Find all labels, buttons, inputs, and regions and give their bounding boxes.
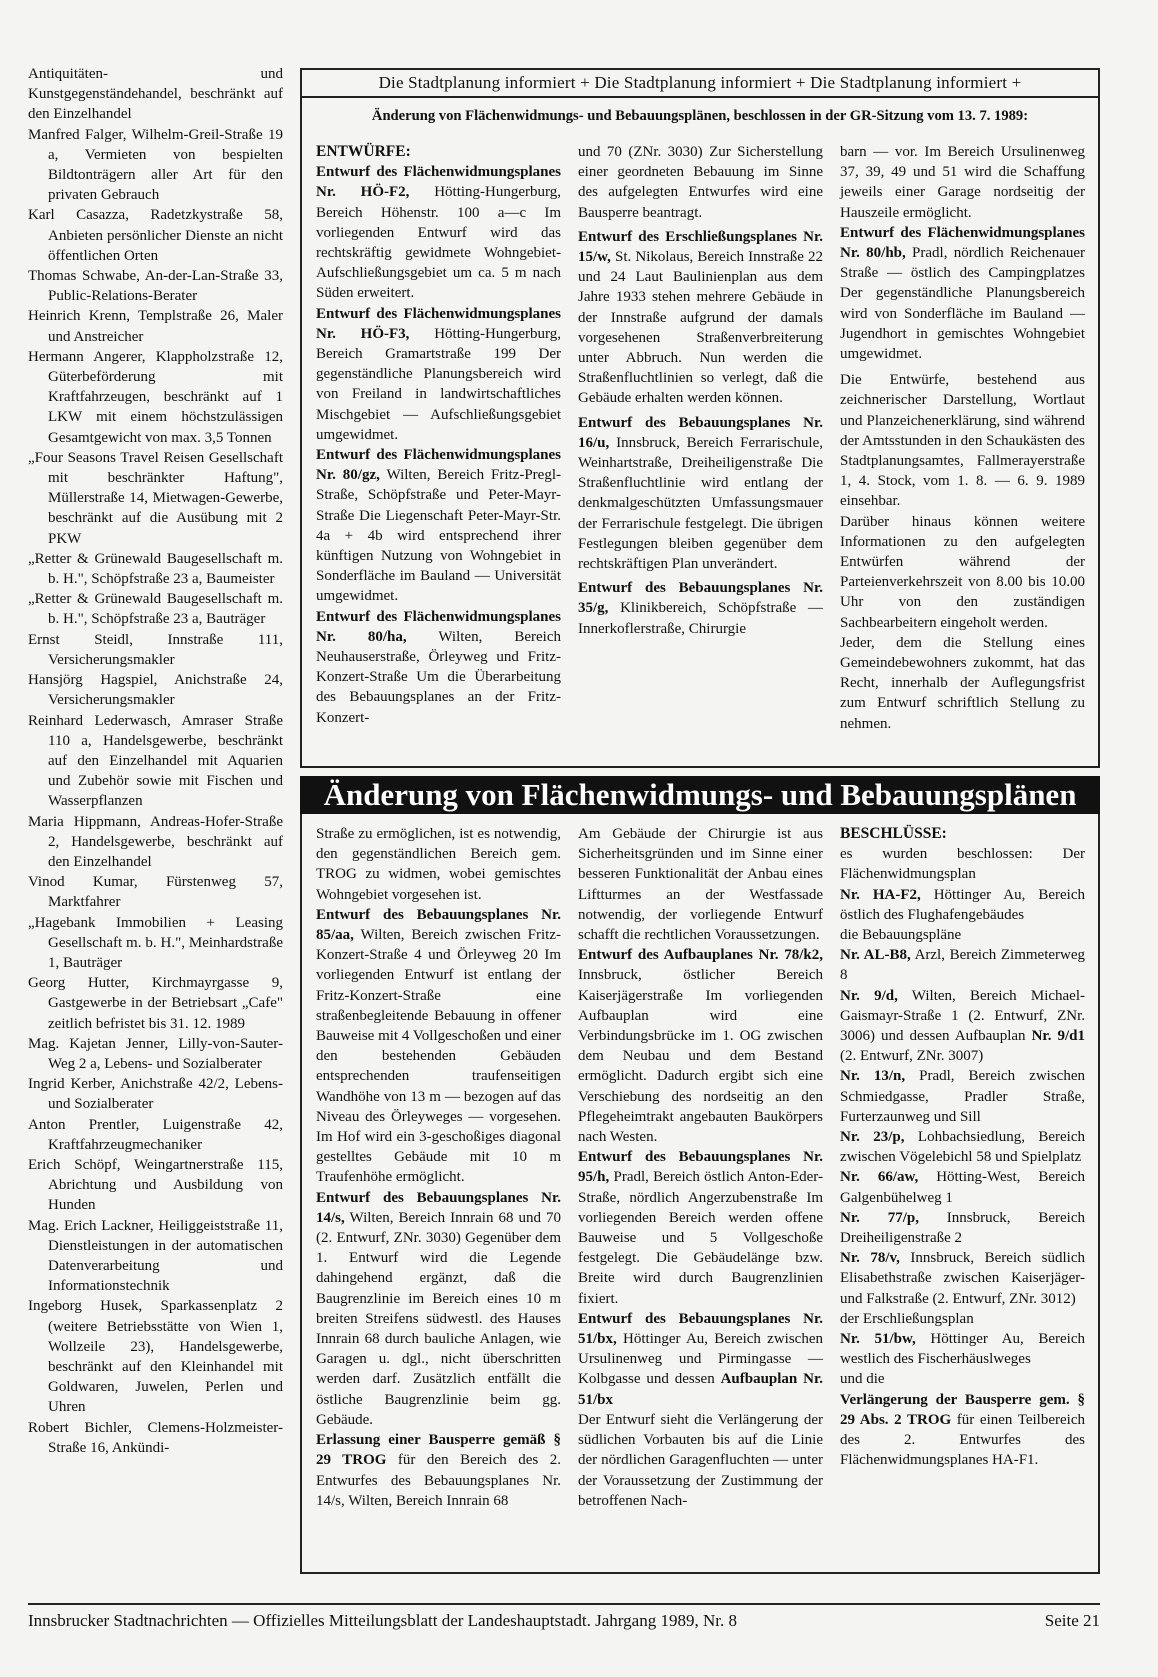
list-item: Reinhard Lederwasch, Amraser Straße 110 a, Handelsgewerbe, beschränkt auf den Einzelhandel mit Aquarien und Zubehör sowie mit Fischen und Wasserpflanzen — [28, 712, 283, 810]
plan-text: Straße zu ermöglichen, ist es notwendig, den gegenständlichen Bereich gem. TROG zu widmen, wobei gemischtes Wohngebiet vorgesehen ist. — [316, 826, 561, 903]
plan-text: Innsbruck, östlicher Bereich Kaiserjägerstraße Im vorliegenden Aufbauplan wird eine Verbindungsbrücke im 1. OG zwischen dem Neubau und dem Bestand ermöglicht. Dadurch ergibt sich eine Verschiebung des nordseitig an den Pflegeheimtrakt angebauten Baukörpers nach Westen. — [578, 967, 823, 1146]
plan-text: Hötting-West, Bereich Galgenbühelweg 1 — [840, 1169, 1085, 1206]
bottom-column-3 — [840, 824, 1085, 1471]
plan-heading: Entwurf des Bebauungsplanes Nr. 51/bx, — [578, 1310, 823, 1348]
list-item: Hansjörg Hagspiel, Anichstraße 24, Versicherungsmakler — [28, 672, 283, 709]
plan-text: (2. Entwurf, ZNr. 3007) — [840, 1048, 984, 1065]
plan-heading: Aufbauplan Nr. 51/bx — [578, 1371, 823, 1408]
list-item: Antiquitäten- und Kunstgegenständehandel, beschränkt auf den Einzelhandel — [28, 66, 283, 123]
plan-text: der Erschließungsplan — [840, 1310, 974, 1327]
plan-text: Pradl, Bereich östlich Anton-Eder-Straße, nördlich Angerzubenstraße Im vorliegenden Bereich werden offene Bauweise und 5 Vollgeschoße festgelegt. Die Gebäudelänge bzw. Breite wird durch Baugrenzlinien fixiert. — [578, 1169, 823, 1307]
plan-text: Wilten, Bereich Fritz-Pregl-Straße, Schöpfstraße und Peter-Mayr-Straße Die Liegenschaft Peter-Mayr-Str. 4a + 4b wird entsprechend ihrer künftigen Nutzung von Wohngebiet in Sonderfläche im Bauland — Universität umgewidmet. — [316, 467, 561, 605]
plan-text: Wilten, Bereich Michael-Gaismayr-Straße 1 (2. Entwurf, ZNr. 3006) und dessen Aufbauplan — [840, 987, 1086, 1045]
list-item: Mag. Erich Lackner, Heiliggeiststraße 11, Dienstleistungen in der automatischen Datenverarbeitung und Informationstechnik — [28, 1217, 283, 1295]
plan-heading: Entwurf des Flächenwidmungsplanes Nr. HÖ-F3, — [316, 305, 561, 342]
plan-text: Wilten, Bereich Innrain 68 und 70 (2. Entwurf, ZNr. 3030) Gegenüber dem 1. Entwurf wird die Legende dahingehend ergänzt, daß die Baugrenzlinie im Bereich eines 10 m breiten Streifens südwestl. des Hauses Innrain 68 durch bauliche Anlagen, wie Garagen u. dgl., nicht überschritten werden darf. Zusätzlich entfällt die östliche Baugrenzlinie beim gg. Gebäude. — [316, 1209, 561, 1428]
plan-heading: Entwurf des Erschließungsplanes Nr. 15/w, — [578, 228, 823, 266]
plan-heading: Entwurf des Bebauungsplanes Nr. 95/h, — [578, 1149, 823, 1186]
plan-text: Pradl, nördlich Reichenauer Straße — östlich des Campingplatzes Der gegenständliche Planungsbereich wird von Sonderfläche im Bauland — Jugendhort in gemischtes Wohngebiet umgewidmet. — [840, 245, 1086, 363]
plan-text: es wurden beschlossen: Der Flächenwidmungsplan — [840, 846, 1085, 883]
plan-heading: Nr. 78/v, — [840, 1250, 900, 1267]
plan-heading: Entwurf des Flächenwidmungsplanes Nr. 80/hb, — [840, 224, 1085, 262]
plan-text: Hötting-Hungerburg, Bereich Gramartstraße 199 Der gegenständliche Planungsbereich wird von Freiland in landwirtschaftliches Mischgebiet — Aufschließungsgebiet umgewidmet. — [316, 325, 561, 443]
list-item: Ingeborg Husek, Sparkassenplatz 2 (weitere Betriebsstätte von Wien 1, Wollzeile 23), Handelsgewerbe, beschränkt auf den Kleinhandel mit Goldwaren, Juwelen, Perlen und Uhren — [28, 1298, 283, 1416]
plan-text: Lohbachsiedlung, Bereich zwischen Vögelebichl 58 und Spielplatz — [840, 1129, 1085, 1166]
plan-heading: Nr. 13/n, — [840, 1068, 906, 1085]
page-footer — [28, 1603, 1100, 1631]
list-item: Manfred Falger, Wilhelm-Greil-Straße 19 a, Vermieten von bespielten Bildtonträgern aller Art für den privaten Gebrauch — [28, 126, 283, 204]
plan-text: Am Gebäude der Chirurgie ist aus Sicherheitsgründen und im Sinne einer besseren Funktionalität der Anbau eines Liftturmes an der Westfassade notwendig, der vorliegende Entwurf schafft die rechtlichen Voraussetzungen. — [578, 826, 823, 944]
plan-heading: Entwurf des Aufbauplanes Nr. 78/k2, — [578, 947, 823, 964]
list-item: Heinrich Krenn, Templstraße 26, Maler und Anstreicher — [28, 308, 283, 345]
plan-text: Arzl, Bereich Zimmeterweg 8 — [840, 947, 1086, 984]
list-item: „Hagebank Immobilien + Leasing Gesellschaft m. b. H.", Meinhardstraße 1, Bauträger — [28, 914, 283, 971]
plan-text: Jeder, dem die Stellung eines Gemeindebewohners zukommt, hat das Recht, innerhalb der Auflegungsfrist zum Entwurf schriftlich Stellung zu nehmen. — [840, 634, 1085, 732]
plan-text: Hötting-Hungerburg, Bereich Höhenstr. 100 a—c Im vorliegenden Entwurf wird das rechtskräftig gewidmete Wohngebiet-Aufschließungsgebiet um ca. 5 m nach Süden erweitert. — [316, 184, 561, 302]
plan-heading: Nr. 9/d1 — [1031, 1028, 1085, 1045]
plan-heading: Nr. 23/p, — [840, 1129, 905, 1146]
plan-text: Höttinger Au, Bereich zwischen Ursulinenweg und Pirmingasse — Kolbgasse und dessen — [578, 1331, 823, 1388]
plan-heading: Entwurf des Bebauungsplanes Nr. 16/u, — [578, 414, 823, 451]
plan-heading: Nr. 9/d, — [840, 987, 898, 1004]
list-item: Mag. Kajetan Jenner, Lilly-von-Sauter-Weg 2 a, Lebens- und Sozialberater — [28, 1035, 283, 1072]
plan-text: Höttinger Au, Bereich westlich des Fischerhäuslweges — [840, 1331, 1085, 1368]
plan-heading: Nr. 66/aw, — [840, 1169, 919, 1186]
plan-text: Höttinger Au, Bereich östlich des Flughafengebäudes — [840, 886, 1085, 923]
plan-heading: Entwurf des Bebauungsplanes Nr. 85/aa, — [316, 906, 561, 944]
plan-text: St. Nikolaus, Bereich Innstraße 22 und 24 Laut Baulinienplan aus dem Jahre 1933 stehen mehrere Gebäude in der Innstraße aufgrund der damals vorgesehenen Straßenverbreiterung unter Abbruch. Nun werden die Straßenfluchtlinien so verlegt, daß die Gebäude erhalten werden können. — [578, 249, 823, 407]
plan-text: für einen Teilbereich des 2. Entwurfes des Flächenwidmungsplanes HA-F1. — [840, 1411, 1085, 1469]
list-item: Robert Bichler, Clemens-Holzmeister-Straße 16, Ankündi- — [28, 1419, 283, 1456]
section-title-bar: Änderung von Flächenwidmungs- und Bebauungsplänen — [300, 776, 1100, 814]
page-number: Seite 21 — [1044, 1611, 1100, 1630]
banner: Die Stadtplanung informiert + Die Stadtplanung informiert + Die Stadtplanung informiert + — [302, 70, 1098, 98]
top-column-1 — [316, 142, 561, 728]
plan-text: für den Bereich des 2. Entwurfes des Bebauungsplanes Nr. 14/s, Wilten, Bereich Innrain 68 — [316, 1452, 561, 1509]
list-item: „Retter & Grünewald Baugesellschaft m. b. H.", Schöpfstraße 23 a, Baumeister — [28, 550, 283, 588]
stadtplanung-box — [300, 68, 1100, 768]
plan-text: die Bebauungspläne — [840, 927, 962, 944]
plan-text: Innsbruck, Bereich südlich Elisabethstraße zwischen Kaiserjäger- und Falkstraße (2. Entwurf, ZNr. 3012) — [840, 1250, 1085, 1307]
left-column — [28, 64, 283, 1458]
plan-text: und die — [840, 1371, 885, 1388]
list-item: Anton Prentler, Luigenstraße 42, Kraftfahrzeugmechaniker — [28, 1116, 283, 1153]
bebauungsplan-box — [300, 814, 1100, 1574]
bottom-column-2 — [578, 824, 823, 1511]
bottom-column-1 — [316, 824, 561, 1511]
plan-text: Wilten, Bereich Neuhauserstraße, Örleyweg und Fritz-Konzert-Straße Um die Überarbeitung des Bebauungsplanes an der Fritz-Konzert- — [316, 628, 561, 726]
plan-text: Klinikbereich, Schöpfstraße — Innerkoflerstraße, Chirurgie — [578, 600, 823, 637]
section-heading: BESCHLÜSSE: — [840, 825, 947, 842]
plan-heading: Entwurf des Bebauungsplanes Nr. 14/s, — [316, 1189, 561, 1226]
plan-heading: Entwurf des Bebauungsplanes Nr. 35/g, — [578, 580, 823, 617]
plan-text: Die Entwürfe, bestehend aus zeichnerischer Darstellung, Wortlaut und Planzeichenerklärung, sind während der Amtsstunden in den Schaukästen des Stadtplanungsamtes, Fallmerayerstraße 1, 4. Stock, vom 1. 8. — 6. 9. 1989 einsehbar. — [840, 372, 1085, 510]
plan-text: Darüber hinaus können weitere Informationen zu den aufgelegten Entwürfen während der Parteienverkehrszeit von 8.00 bis 10.00 Uhr von den zuständigen Sachbearbeitern eingeholt werden. — [840, 513, 1085, 631]
plan-heading: Entwurf des Flächenwidmungsplanes Nr. HÖ-F2, — [316, 164, 561, 201]
top-column-2 — [578, 142, 823, 639]
plan-heading: Erlassung einer Bausperre gemäß § 29 TROG — [316, 1432, 561, 1469]
plan-heading: Nr. AL-B8, — [840, 947, 911, 964]
plan-text: Der Entwurf sieht die Verlängerung der südlichen Vorbauten bis auf die Linie der nördlichen Garagenfluchten — unter der Voraussetzung der Zustimmung der betroffenen Nach- — [578, 1411, 823, 1509]
plan-text: Wilten, Bereich zwischen Fritz-Konzert-Straße 4 und Örleyweg 20 Im vorliegenden Entwurf ist entlang der Fritz-Konzert-Straße eine straßenbegleitende Bebauung in offener Bauweise mit 4 Vollgeschoßen und einer den bestehenden Gebäuden entsprechenden traufenseitigen Wandhöhe von 13 m — bezogen auf das Niveau des Örleyweges — vorgesehen. Im Hof wird ein 3-geschoßiges diagonal gestelltes Gebäude mit 10 m Traufenhöhe ermöglicht. — [316, 927, 561, 1186]
list-item: Georg Hutter, Kirchmayrgasse 9, Gastgewerbe in der Betriebsart „Cafe" zeitlich befristet bis 31. 12. 1989 — [28, 975, 283, 1032]
plan-heading: Verlängerung der Bausperre gem. § 29 Abs. 2 TROG — [840, 1391, 1085, 1428]
plan-heading: Entwurf des Flächenwidmungsplanes Nr. 80/gz, — [316, 447, 561, 484]
list-item: Vinod Kumar, Fürstenweg 57, Marktfahrer — [28, 874, 283, 911]
list-item: Ernst Steidl, Innstraße 111, Versicherungsmakler — [28, 631, 283, 668]
list-item: Ingrid Kerber, Anichstraße 42/2, Lebens- und Sozialberater — [28, 1076, 283, 1113]
list-item: „Four Seasons Travel Reisen Gesellschaft mit beschränkter Haftung", Müllerstraße 14, Mietwagen-Gewerbe, beschränkt auf die Ausübung mit 2 PKW — [28, 449, 283, 547]
plan-heading: Nr. 51/bw, — [840, 1331, 916, 1348]
top-column-3 — [840, 142, 1085, 734]
plan-text: und 70 (ZNr. 3030) Zur Sicherstellung einer geordneten Bebauung im Sinne des aufgelegten Entwurfes wird eine Bausperre beantragt. — [578, 144, 823, 221]
list-item: Thomas Schwabe, An-der-Lan-Straße 33, Public-Relations-Berater — [28, 268, 283, 305]
plan-text: Pradl, Bereich zwischen Schmiedgasse, Pradler Straße, Furterzaunweg und Sill — [840, 1068, 1085, 1125]
plan-heading: Nr. 77/p, — [840, 1209, 919, 1226]
section-heading: ENTWÜRFE: — [316, 143, 411, 160]
list-item: Hermann Angerer, Klappholzstraße 12, Güterbeförderung mit Kraftfahrzeugen, beschränkt auf 1 LKW mit einem höchstzulässigen Gesamtgewicht von max. 3,5 Tonnen — [28, 348, 283, 446]
list-item: Karl Casazza, Radetzkystraße 58, Anbieten persönlicher Dienste an nicht öffentlichen Orten — [28, 207, 283, 264]
list-item: Maria Hippmann, Andreas-Hofer-Straße 2, Handelsgewerbe, beschränkt auf den Einzelhandel — [28, 813, 283, 870]
list-item: „Retter & Grünewald Baugesellschaft m. b. H.", Schöpfstraße 23 a, Bauträger — [28, 591, 283, 628]
plan-text: Innsbruck, Bereich Dreiheiligenstraße 2 — [840, 1209, 1085, 1247]
plan-text: Innsbruck, Bereich Ferrarischule, Weinhartstraße, Dreiheiligenstraße Die Straßenfluchtlinie wird entlang der denkmalgeschützten Umfassungsmauer der Ferrarischule festgelegt. Die übrigen Festlegungen bleiben gegenüber dem rechtskräftigen Plan unverändert. — [578, 434, 823, 573]
plan-text: barn — vor. Im Bereich Ursulinenweg 37, 39, 49 und 51 wird die Schaffung jeweils einer Garage nordseitig der Hauszeile ermöglicht. — [840, 144, 1085, 221]
publication-line: Innsbrucker Stadtnachrichten — Offizielles Mitteilungsblatt der Landeshauptstadt. Jahrgang 1989, Nr. 8 — [28, 1611, 737, 1630]
list-item: Erich Schöpf, Weingartnerstraße 115, Abrichtung und Ausbildung von Hunden — [28, 1156, 283, 1214]
plan-heading: Nr. HA-F2, — [840, 886, 921, 903]
subheadline: Änderung von Flächenwidmungs- und Bebauungsplänen, beschlossen in der GR-Sitzung vom 13. 7. 1989: — [371, 108, 1029, 124]
plan-heading: Entwurf des Flächenwidmungsplanes Nr. 80/ha, — [316, 608, 561, 645]
